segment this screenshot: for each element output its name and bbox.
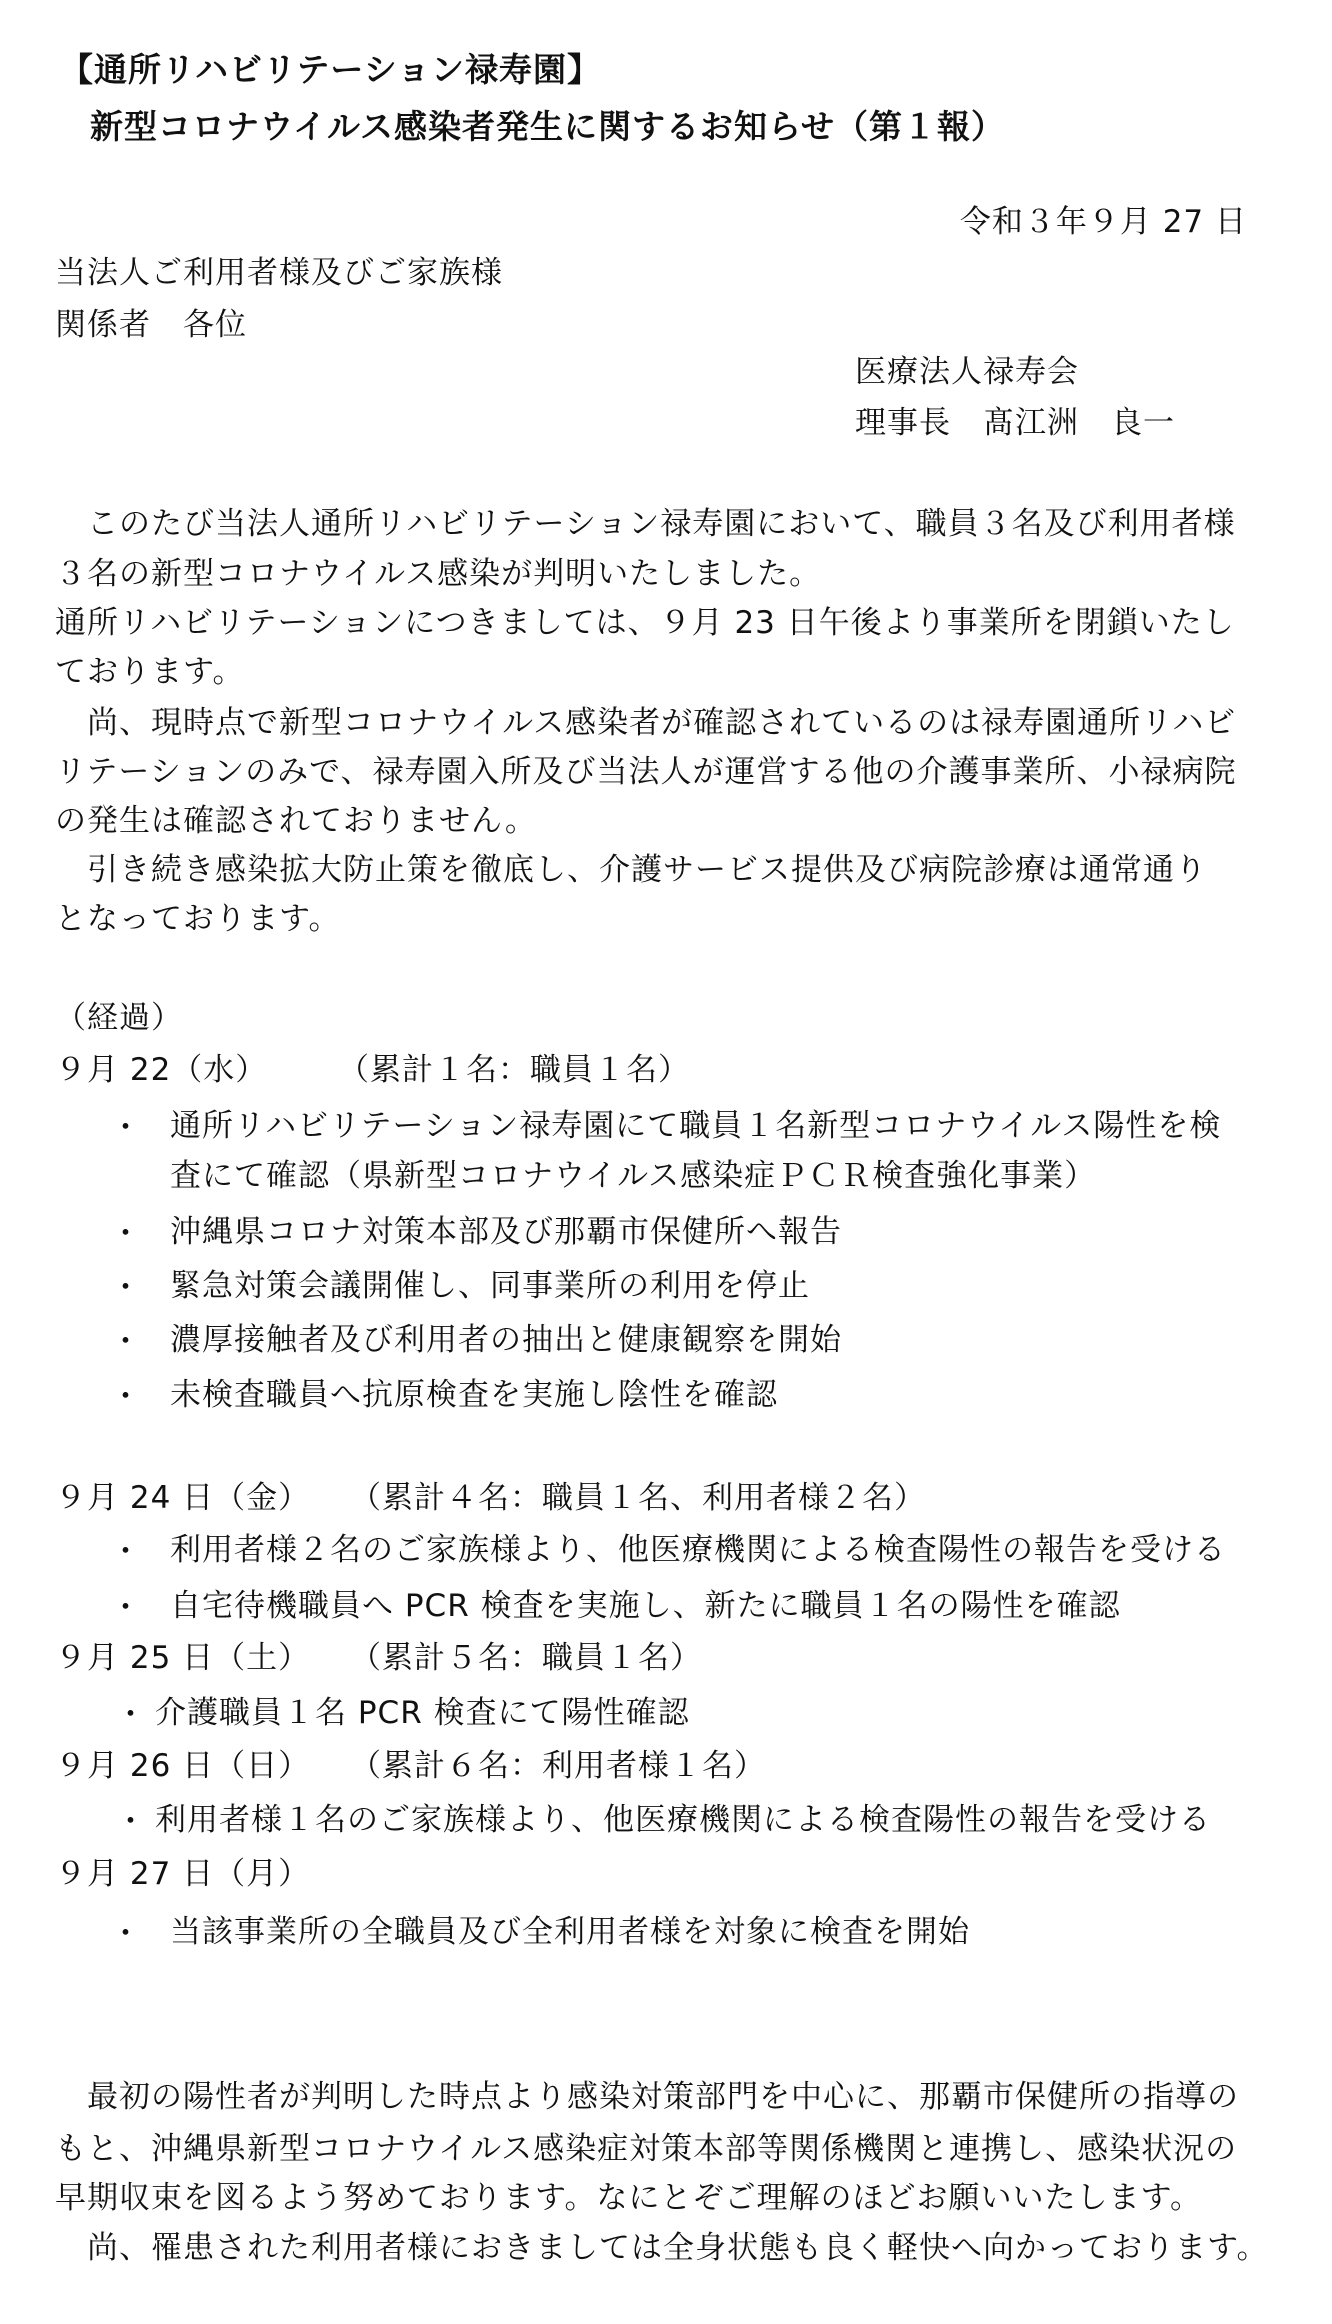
progress-item: 未検査職員へ抗原検査を実施し陰性を確認 <box>170 1377 778 1413</box>
progress-date: ９月 26 日（日） <box>55 1748 311 1784</box>
title-line-2: 新型コロナウイルス感染者発生に関するお知らせ（第１報） <box>90 107 1006 146</box>
bullet-marker: ・ <box>110 1916 141 1952</box>
intro-line: の発生は確認されておりません。 <box>55 803 537 839</box>
progress-date: ９月 24 日（金） <box>55 1480 311 1516</box>
progress-item: 濃厚接触者及び利用者の抽出と健康観察を開始 <box>170 1322 842 1358</box>
intro-line: ３名の新型コロナウイルス感染が判明いたしました。 <box>55 556 822 592</box>
closing-line: 尚、罹患された利用者様におきましては全身状態も良く軽快へ向かっております。 <box>55 2230 1269 2266</box>
progress-item: 緊急対策会議開催し、同事業所の利用を停止 <box>170 1268 810 1304</box>
intro-line: リテーションのみで、禄寿園入所及び当法人が運営する他の介護事業所、小禄病院 <box>55 754 1237 790</box>
progress-item: 介護職員１名 PCR 検査にて陽性確認 <box>155 1695 690 1731</box>
progress-summary: （累計５名：職員１名） <box>350 1640 702 1676</box>
addressee-line-1: 当法人ご利用者様及びご家族様 <box>55 255 503 291</box>
bullet-marker: ・ <box>110 1590 141 1626</box>
closing-line: 最初の陽性者が判明した時点より感染対策部門を中心に、那覇市保健所の指導の <box>55 2079 1239 2115</box>
intro-line: 引き続き感染拡大防止策を徹底し、介護サービス提供及び病院診療は通常通り <box>55 852 1207 888</box>
addressee-line-2: 関係者 各位 <box>55 307 247 343</box>
progress-summary: （累計４名：職員１名、利用者様２名） <box>350 1480 926 1516</box>
progress-item: 自宅待機職員へ PCR 検査を実施し、新たに職員１名の陽性を確認 <box>170 1588 1121 1624</box>
intro-line: 通所リハビリテーションにつきましては、９月 23 日午後より事業所を閉鎖いたし <box>55 605 1235 641</box>
progress-date: ９月 27 日（月） <box>55 1856 311 1892</box>
bullet-marker: ・ <box>110 1379 141 1415</box>
title-line-1: 【通所リハビリテーション禄寿園】 <box>60 50 602 89</box>
progress-item: 当該事業所の全職員及び全利用者様を対象に検査を開始 <box>170 1914 970 1950</box>
bullet-marker: ・ <box>110 1216 141 1252</box>
progress-item: 利用者様２名のご家族様より、他医療機関による検査陽性の報告を受ける <box>170 1532 1226 1568</box>
closing-line: 早期収束を図るよう努めております。なにとぞご理解のほどお願いいたします。 <box>55 2180 1203 2216</box>
intro-line: 尚、現時点で新型コロナウイルス感染者が確認されているのは禄寿園通所リハビ <box>55 705 1237 741</box>
bullet-marker: ・ <box>110 1534 141 1570</box>
progress-item: 利用者様１名のご家族様より、他医療機関による検査陽性の報告を受ける <box>155 1802 1211 1838</box>
sender-organization: 医療法人禄寿会 <box>855 354 1079 390</box>
progress-summary: （累計６名：利用者様１名） <box>350 1748 766 1784</box>
progress-summary: （累計１名：職員１名） <box>338 1052 690 1088</box>
bullet-marker: ・ <box>110 1110 141 1146</box>
progress-date: ９月 22（水） <box>55 1052 268 1088</box>
progress-date: ９月 25 日（土） <box>55 1640 311 1676</box>
progress-item: 沖縄県コロナ対策本部及び那覇市保健所へ報告 <box>170 1214 842 1250</box>
sender-person: 理事長 髙江洲 良一 <box>855 405 1175 441</box>
intro-line: ております。 <box>55 654 245 690</box>
bullet-marker: ・ <box>115 1697 146 1733</box>
intro-line: このたび当法人通所リハビリテーション禄寿園において、職員３名及び利用者様 <box>55 506 1236 542</box>
issue-date: 令和３年９月 27 日 <box>959 204 1247 240</box>
progress-heading: （経過） <box>55 1000 183 1036</box>
intro-line: となっております。 <box>55 901 341 937</box>
bullet-marker: ・ <box>115 1804 146 1840</box>
bullet-marker: ・ <box>110 1324 141 1360</box>
closing-line: もと、沖縄県新型コロナウイルス感染症対策本部等関係機関と連携し、感染状況の <box>55 2131 1238 2167</box>
bullet-marker: ・ <box>110 1270 141 1306</box>
progress-item: 通所リハビリテーション禄寿園にて職員１名新型コロナウイルス陽性を検 <box>170 1108 1222 1144</box>
progress-item: 査にて確認（県新型コロナウイルス感染症ＰＣＲ検査強化事業） <box>170 1158 1097 1194</box>
